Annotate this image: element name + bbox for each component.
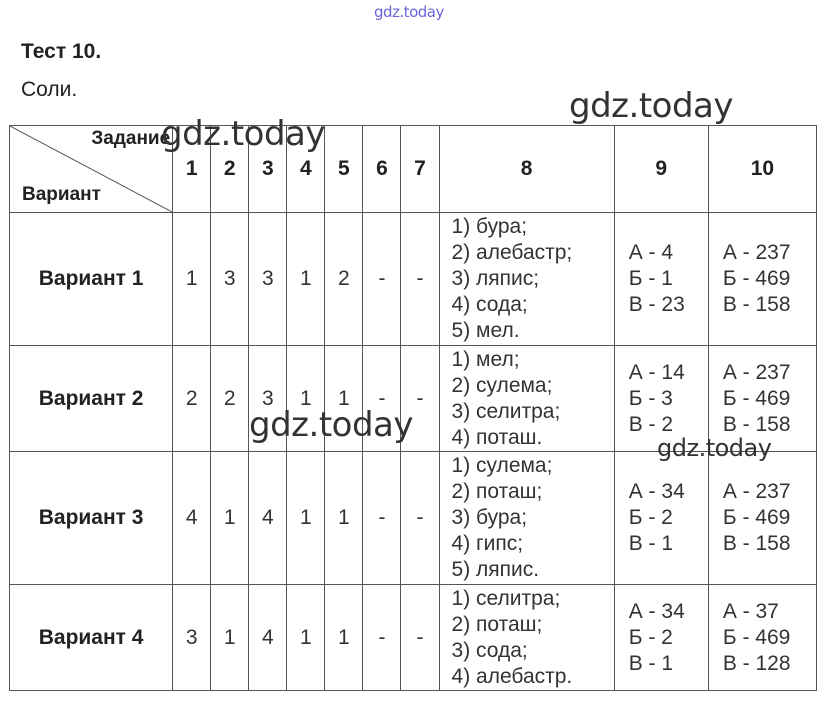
watermark-overlay: gdz.today [249,405,413,445]
list-item: А - 34 [628,599,685,623]
list-item: А - 4 [628,241,674,264]
watermark-top: gdz.today [374,3,444,21]
answer-cell: 4 [249,585,287,691]
column-header: 6 [363,126,401,213]
match-cell [614,213,708,346]
table-row [10,452,817,585]
answer-cell: 3 [249,213,287,346]
list-item: А - 237 [722,480,791,503]
list-item: А - 37 [722,599,779,623]
list-item: 2) поташ; [451,612,543,636]
list-item: 1) селитра; [451,586,561,610]
list-item: В - 158 [722,293,791,316]
list-item: Б - 469 [722,267,791,290]
page-subtitle: Соли. [21,78,78,101]
answer-cell: 3 [249,346,287,452]
answer-cell: - [401,452,439,585]
answer-cell: 1 [287,452,325,585]
answer-cell: - [401,213,439,346]
list-item: А - 14 [628,360,685,384]
list-item: В - 128 [722,651,791,675]
answer-list-cell [439,585,614,691]
match-cell [708,585,816,691]
list-item: 5) ляпис. [451,558,540,581]
list-item: В - 1 [628,651,674,675]
answer-cell: 1 [173,213,211,346]
list-item: 3) ляпис; [451,267,540,290]
answer-list-cell [439,213,614,346]
column-header: 5 [325,126,363,213]
column-header: 10 [708,126,816,213]
answer-cell: 2 [173,346,211,452]
variant-label: Вариант 3 [10,452,173,585]
variant-label: Вариант 2 [10,346,173,452]
list-item: Б - 2 [628,625,673,649]
table-header-row [10,126,817,213]
list-item: В - 158 [722,412,791,436]
list-item: В - 1 [628,532,674,555]
list-item: В - 23 [628,293,685,316]
answer-cell: 3 [211,213,249,346]
list-item: 3) сода; [451,638,528,662]
answer-cell: - [363,585,401,691]
corner-label-variant: Вариант [22,184,101,205]
watermark-overlay: gdz.today [569,86,733,126]
column-header: 4 [287,126,325,213]
table-row [10,213,817,346]
list-item: 4) гипс; [451,532,524,555]
list-item: 4) алебастр. [451,664,573,688]
answer-cell: - [363,213,401,346]
list-item: А - 237 [722,241,791,264]
list-item: 2) сулема; [451,373,553,397]
list-item: 1) бура; [451,215,528,238]
list-item: В - 158 [722,532,791,555]
answer-list-cell [439,452,614,585]
answer-cell: - [363,452,401,585]
column-header: 9 [614,126,708,213]
table-row [10,585,817,691]
list-item: 1) сулема; [451,454,553,477]
answer-cell: 1 [287,213,325,346]
list-item: 4) сода; [451,293,528,316]
answers-table [9,125,817,691]
list-item: 2) поташ; [451,480,543,503]
answer-cell: 1 [325,452,363,585]
watermark-overlay: gdz.today [657,434,772,462]
answer-cell: 1 [287,585,325,691]
column-header: 1 [173,126,211,213]
watermark-overlay: gdz.today [161,114,325,154]
answer-cell: 4 [173,452,211,585]
answer-cell: - [363,346,401,452]
list-item: 1) мел; [451,347,520,371]
answer-list-cell [439,346,614,452]
column-header: 2 [211,126,249,213]
column-header: 3 [249,126,287,213]
list-item: 3) бура; [451,506,528,529]
list-item: А - 237 [722,360,791,384]
list-item: 5) мел. [451,319,520,342]
list-item: Б - 469 [722,625,791,649]
corner-label-task: Задание [91,128,171,149]
variant-label: Вариант 4 [10,585,173,691]
column-header: 7 [401,126,439,213]
list-item: 4) поташ. [451,425,543,449]
answer-cell: 3 [173,585,211,691]
list-item: Б - 469 [722,506,791,529]
answer-cell: - [401,346,439,452]
list-item: Б - 469 [722,386,791,410]
list-item: 2) алебастр; [451,241,573,264]
match-cell [708,452,816,585]
match-cell [614,452,708,585]
match-cell [708,213,816,346]
answer-cell: 2 [211,346,249,452]
answer-cell: 1 [287,346,325,452]
list-item: Б - 1 [628,267,673,290]
list-item: В - 2 [628,412,674,436]
variant-label: Вариант 1 [10,213,173,346]
answer-cell: 2 [325,213,363,346]
list-item: Б - 2 [628,506,673,529]
answer-cell: 1 [325,585,363,691]
answer-cell: 1 [325,346,363,452]
answer-cell: 1 [211,585,249,691]
list-item: Б - 3 [628,386,673,410]
match-cell [614,585,708,691]
answer-cell: 4 [249,452,287,585]
corner-cell [10,126,173,213]
list-item: А - 34 [628,480,685,503]
page-title: Тест 10. [21,40,102,63]
column-header: 8 [439,126,614,213]
answer-cell: - [401,585,439,691]
answer-cell: 1 [211,452,249,585]
list-item: 3) селитра; [451,399,561,423]
